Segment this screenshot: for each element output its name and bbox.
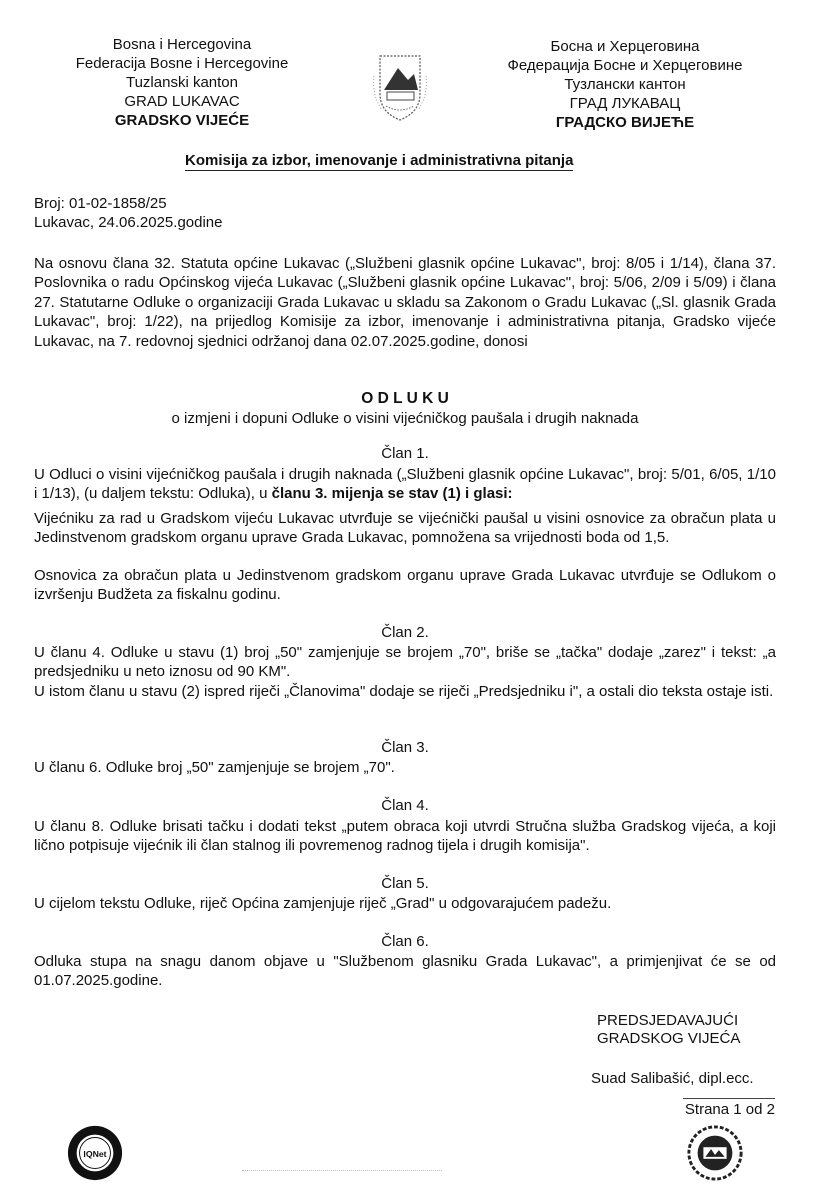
article-1-heading: Član 1. [381,445,429,462]
article-3-heading: Član 3. [381,739,429,756]
header-right-federation: Федерација Босне и Херцеговине [507,57,743,74]
decision-title: O D L U K U [361,390,449,407]
article-1-intro-text: U Odluci o visini vijećničkog paušala i drugih naknada („Službeni glasnik općine Lukavac", broj: 5/01, 6/05, 1/10 i 1/13), (u daljem tekstu: Odluka), u [34,466,776,503]
article-1-paragraph-1 [34,465,776,504]
header-left-federation: Federacija Bosne i Hercegovine [75,55,289,72]
place-date: Lukavac, 24.06.2025.godine [34,214,223,231]
iqnet-certification-icon [66,1124,124,1182]
header-left-city: GRAD LUKAVAC [124,93,240,110]
city-emblem-icon [360,46,440,126]
article-6-heading: Član 6. [381,933,429,950]
certification-mark-icon [686,1124,744,1182]
page-number: Strana 1 od 2 [683,1098,775,1118]
article-2-paragraph-1: U članu 4. Odluke u stavu (1) broj „50" zamjenjuje se brojem „70", briše se „tačka" dodaje „zarez" i tekst: „a predsjedniku u neto iznosu od 90 KM". [34,644,776,681]
article-4-heading: Član 4. [381,797,429,814]
signature-name: Suad Salibašić, dipl.ecc. [591,1070,754,1087]
preamble: Na osnovu člana 32. Statuta općine Lukavac („Službeni glasnik općine Lukavac", broj: 8/05 i 1/14), člana 37. Poslovnika o radu Općinskog vijeća Lukavac („Službeni glasnik općine Lukavac", broj: 5/06, 2/09 i 5/09) i člana 27. Statutarne Odluke o organizaciji Grada Lukavac u skladu sa Zakonom o Gradu Lukavac („Sl. glasnik Grada Lukavac", broj: 1/22), na prijedlog Komisije za izbor, imenovanje i administrativna pitanja, Gradsko vijeće Lukavac, na 7. redovnoj sjednici održanoj dana 02.07.2025.godine, donosi [34,255,776,350]
header-right-canton: Тузлански кантон [564,76,686,93]
article-2-paragraph-2: U istom članu u stavu (2) ispred riječi „Članovima" dodaje se riječi „Predsjedniku i", a ostali dio teksta ostaje isti. [34,683,774,700]
commission-title: Komisija za izbor, imenovanje i administrativna pitanja [185,152,574,169]
signature-title-1: PREDSJEDAVAJUĆI [597,1012,739,1029]
bottom-divider [242,1170,442,1171]
article-6-paragraph-1: Odluka stupa na snagu danom objave u "Službenom glasniku Grada Lukavac", a primjenjivat će se od 01.07.2025.godine. [34,953,776,990]
header-right-council: ГРАДСКО ВИЈЕЋЕ [555,114,695,131]
header-left-council: GRADSKO VIJEĆE [114,112,250,129]
article-5-paragraph-1: U cijelom tekstu Odluke, riječ Općina zamjenjuje riječ „Grad" u odgovarajućem padežu. [34,895,612,912]
document-number: Broj: 01-02-1858/25 [34,195,167,212]
signature-title-2: GRADSKOG VIJEĆA [597,1030,741,1047]
article-4-paragraph-1: U članu 8. Odluke brisati tačku i dodati tekst „putem obraca koji utvrdi Stručna služba Gradskog vijeća, a koji lično potpisuje vijećnik ili član stalnog ili povremenog radnog tijela i drugih komisija". [34,818,776,855]
header-left-country: Bosna i Hercegovina [112,36,252,53]
article-1-paragraph-2: Vijećniku za rad u Gradskom vijeću Lukavac utvrđuje se vijećnički paušal u visini osnovice za obračun plata u Jedinstvenom gradskom organu uprave Grada Lukavac, pomnožena sa vrijednosti boda od 1,5. [34,510,776,547]
article-5-heading: Član 5. [381,875,429,892]
header-left-canton: Tuzlanski kanton [125,74,238,91]
header-right-country: Босна и Херцеговина [550,38,700,55]
article-1-bold-text: članu 3. mijenja se stav (1) i glasi: [271,485,513,503]
article-1-paragraph-3: Osnovica za obračun plata u Jedinstvenom gradskom organu uprave Grada Lukavac utvrđuje se Odlukom o izvršenju Budžeta za fiskalnu godinu. [34,567,776,604]
article-2-heading: Član 2. [381,624,429,641]
header-left [48,35,316,130]
decision-subtitle: o izmjeni i dopuni Odluke o visini vijećničkog paušala i drugih naknada [171,410,639,427]
iqnet-label: IQNet [83,1148,107,1159]
article-3-paragraph-1: U članu 6. Odluke broj „50" zamjenjuje se brojem „70". [34,759,395,776]
header-right [486,37,764,132]
header-right-city: ГРАД ЛУКАВАЦ [569,95,681,112]
